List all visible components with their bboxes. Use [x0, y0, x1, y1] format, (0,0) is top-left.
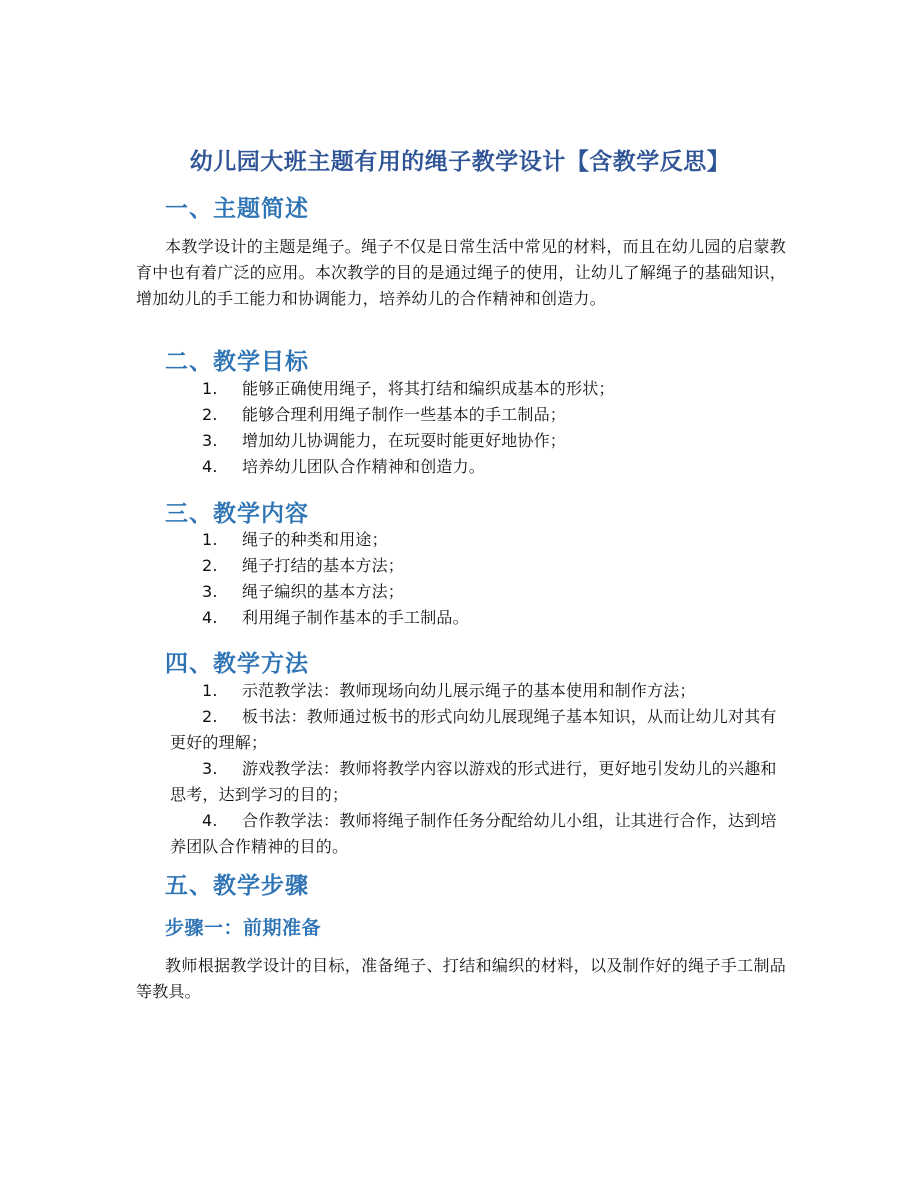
list-number: 4.: [202, 457, 218, 476]
list-item: [170, 704, 790, 756]
section-heading-overview: 一、主题简述: [165, 196, 309, 222]
section-heading-goals: 二、教学目标: [165, 349, 309, 375]
list-text: 能够合理利用绳子制作一些基本的手工制品；: [242, 405, 567, 424]
list-text: 利用绳子制作基本的手工制品。: [242, 608, 469, 627]
content-list: [170, 527, 790, 631]
list-item: [170, 454, 790, 480]
list-text: 合作教学法：教师将绳子制作任务分配给幼儿小组，让其进行合作，达到培养团队合作精神的目的。: [170, 811, 777, 856]
list-number: 4.: [202, 608, 218, 627]
list-text: 绳子编织的基本方法；: [242, 582, 405, 601]
list-number: 3.: [202, 582, 218, 601]
list-number: 4.: [202, 811, 218, 830]
overview-paragraph: 本教学设计的主题是绳子。绳子不仅是日常生活中常见的材料，而且在幼儿园的启蒙教育中也有着广泛的应用。本次教学的目的是通过绳子的使用，让幼儿了解绳子的基础知识，增加幼儿的手工能力和协调能力，培养幼儿的合作精神和创造力。: [136, 237, 786, 308]
list-number: 2.: [202, 405, 218, 424]
list-text: 能够正确使用绳子，将其打结和编织成基本的形状；: [242, 379, 615, 398]
step-one-heading: 步骤一：前期准备: [165, 917, 322, 939]
list-number: 3.: [202, 431, 218, 450]
goals-list: [170, 376, 790, 480]
list-text: 培养幼儿团队合作精神和创造力。: [242, 457, 486, 476]
list-item: [170, 402, 790, 428]
list-item: [170, 428, 790, 454]
list-item: [170, 605, 790, 631]
list-item: [170, 553, 790, 579]
list-number: 1.: [202, 379, 218, 398]
methods-list: [170, 678, 790, 860]
list-item: [170, 808, 790, 860]
section-heading-methods: 四、教学方法: [165, 651, 309, 677]
list-text: 板书法：教师通过板书的形式向幼儿展现绳子基本知识，从而让幼儿对其有更好的理解；: [170, 707, 777, 752]
list-number: 2.: [202, 556, 218, 575]
section-heading-steps: 五、教学步骤: [165, 873, 309, 899]
list-item: [170, 678, 790, 704]
list-item: [170, 579, 790, 605]
list-number: 1.: [202, 530, 218, 549]
list-number: 2.: [202, 707, 218, 726]
section-heading-content: 三、教学内容: [165, 501, 309, 527]
list-item: [170, 756, 790, 808]
list-number: 3.: [202, 759, 218, 778]
list-text: 增加幼儿协调能力，在玩耍时能更好地协作；: [242, 431, 567, 450]
list-text: 示范教学法：教师现场向幼儿展示绳子的基本使用和制作方法；: [242, 681, 696, 700]
step-one-paragraph: 教师根据教学设计的目标，准备绳子、打结和编织的材料，以及制作好的绳子手工制品等教具。: [136, 956, 786, 1001]
list-item: [170, 376, 790, 402]
document-title: 幼儿园大班主题有用的绳子教学设计【含教学反思】: [189, 149, 731, 175]
list-text: 绳子的种类和用途；: [242, 530, 388, 549]
list-item: [170, 527, 790, 553]
list-text: 绳子打结的基本方法；: [242, 556, 405, 575]
list-text: 游戏教学法：教师将教学内容以游戏的形式进行，更好地引发幼儿的兴趣和思考，达到学习的目的；: [170, 759, 777, 804]
list-number: 1.: [202, 681, 218, 700]
